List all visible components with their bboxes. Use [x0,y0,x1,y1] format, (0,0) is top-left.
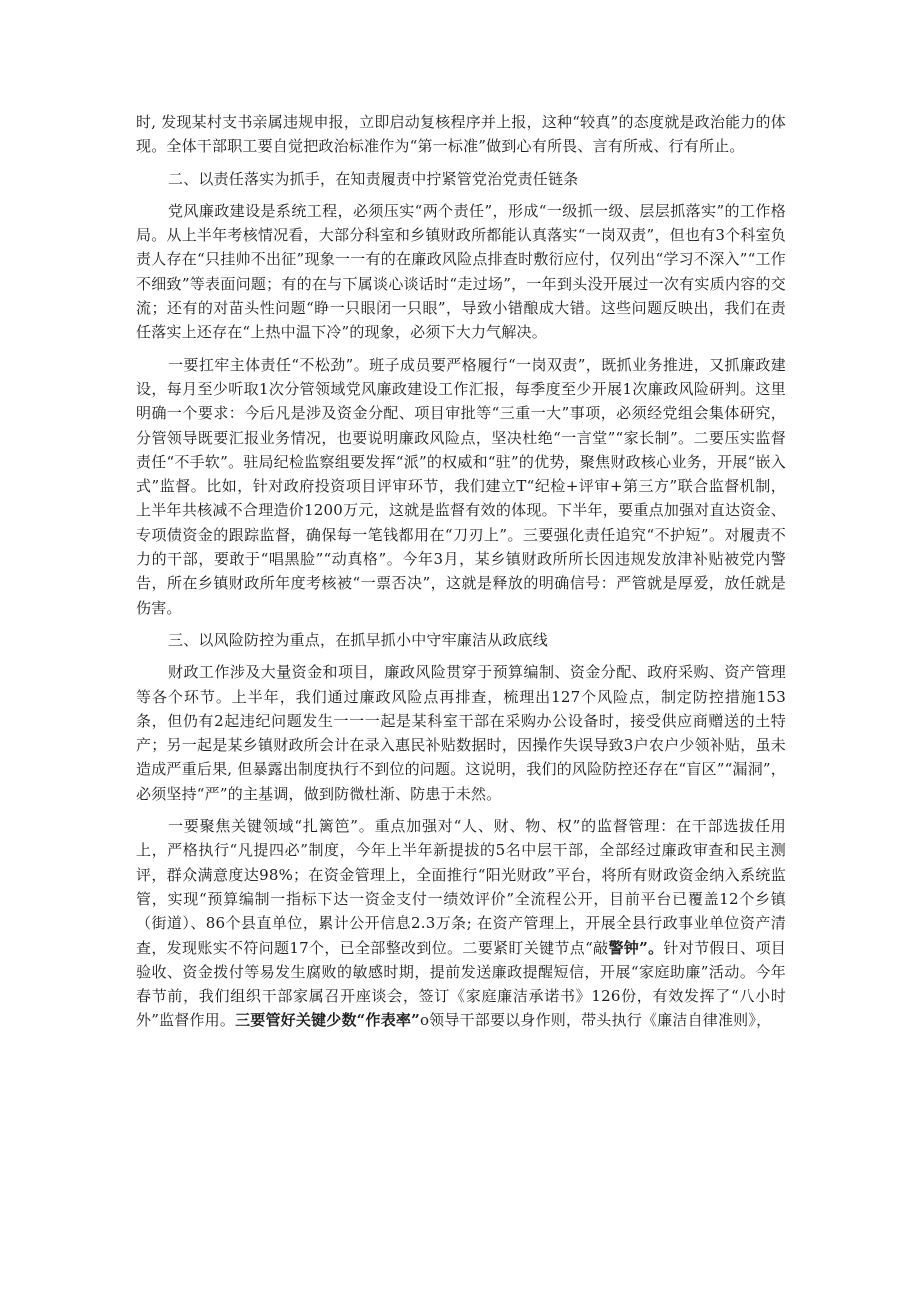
risk-measures-text-3: o领导干部要以身作则，带头执行《廉洁自律准则》， [419,1011,772,1030]
document-page [136,110,786,1041]
risk-measures-text-1: 一要聚焦关键领域“扎篱笆”。重点加强对“人、财、物、权”的监督管理：在干部选拔任用上，严格执行“凡提四必”制度，今年上半年新提拔的5名中层干部，全部经过廉政审查和民主测评，群众满意度达98%；在资金管理上，全面推行“阳光财政”平台，将所有财政资金纳入系统监管，实现“预算编制一指标下达一资金支付一绩效评价”全流程公开，目前平台已覆盖12个乡镇（街道）、86个县直单位，累计公开信息2.3万条; 在资产管理上，开展全县行政事业单位资产清查，发现账实不符问题17个，已全部整改到位。二要紧盯关键节点“敲 [136,817,786,957]
section-heading-2: 二、以责任落实为抓手，在知责履责中拧紧管党治党责任链条 [168,169,579,188]
paragraph-responsibility-overview: 党风廉政建设是系统工程，必须压实“两个责任”，形成“一级抓一级、层层抓落实”的工作格局。从上半年考核情况看，大部分科室和乡镇财政所都能认真落实“一岗双责”，但也有3个科室负责人存在“只挂帅不出征”现象一一有的在廉政风险点排查时敷衍应付，仅列出“学习不深入”“工作不细致”等表面问题；有的在与下属谈心谈话时“走过场”，一年到头没开展过一次有实质内容的交流；还有的对苗头性问题“睁一只眼闭一只眼”，导致小错酿成大错。这些问题反映出，我们在责任落实上还存在“上热中温下冷”的现象，必须下大力气解决。 [136,201,786,342]
risk-measures-bold-2: 三要管好关键少数“作表率” [235,1011,420,1030]
risk-measures-text-2: 针对节假日、项目验收、资金拨付等易发生腐败的敏感时期，提前发送廉政提醒短信，开展“家庭助廉”活动。今年春节前，我们组织干部家属召开座谈会，签订《家庭廉洁承诺书》126份，有效发挥了“八小时外”监督作用。 [136,938,786,1030]
risk-measures-bold-1: 警钟”。 [608,938,664,957]
paragraph-continuation: 时, 发现某村支书亲属违规申报，立即启动复核程序并上报，这种“较真”的态度就是政治能力的体现。全体干部职工要自觉把政治标准作为“第一标准”做到心有所畏、言有所戒、行有所止。 [136,113,786,156]
paragraph-responsibility-measures: 一要扛牢主体责任“不松劲”。班子成员要严格履行“一岗双责”，既抓业务推进，又抓廉政建设，每月至少听取1次分管领域党风廉政建设工作汇报，每季度至少开展1次廉政风险研判。这里明确一个要求：今后凡是涉及资金分配、项目审批等“三重一大”事项，必须经党组会集体研究，分管领导既要汇报业务情况，也要说明廉政风险点，坚决杜绝“一言堂”“家长制”。二要压实监督责任“不手软”。驻局纪检监察组要发挥“派”的权威和“驻”的优势，聚焦财政核心业务，开展“嵌入式”监督。比如，针对政府投资项目评审环节，我们建立T“纪检+评审+第三方”联合监督机制，上半年共核减不合理造价1200万元，这就是监督有效的体现。下半年，要重点加强对直达资金、专项债资金的跟踪监督，确保每一笔钱都用在“刀刃上”。三要强化责任追究“不护短”。对履责不力的干部，要敢于“唱黑脸”“动真格”。今年3月，某乡镇财政所所长因违规发放津补贴被党内警告，所在乡镇财政所年度考核被“一票否决”，这就是释放的明确信号：严管就是厚爱，放任就是伤害。 [136,355,786,617]
paragraph-risk-measures [136,814,786,1033]
section-heading-3: 三、以风险防控为重点，在抓早抓小中守牢廉洁从政底线 [168,630,549,649]
paragraph-risk-overview: 财政工作涉及大量资金和项目，廉政风险贯穿于预算编制、资金分配、政府采购、资产管理等各个环节。上半年，我们通过廉政风险点再排查，梳理出127个风险点，制定防控措施153条，但仍有2起违纪问题发生一一一起是某科室干部在采购办公设备时，接受供应商赠送的土特产；另一起是某乡镇财政所会计在录入惠民补贴数据时，因操作失误导致3户农户少领补贴，虽未造成严重后果, 但暴露出制度执行不到位的问题。这说明，我们的风险防控还存在“盲区”“漏洞”，必须坚持“严”的主基调，做到防微杜渐、防患于未然。 [136,663,786,803]
